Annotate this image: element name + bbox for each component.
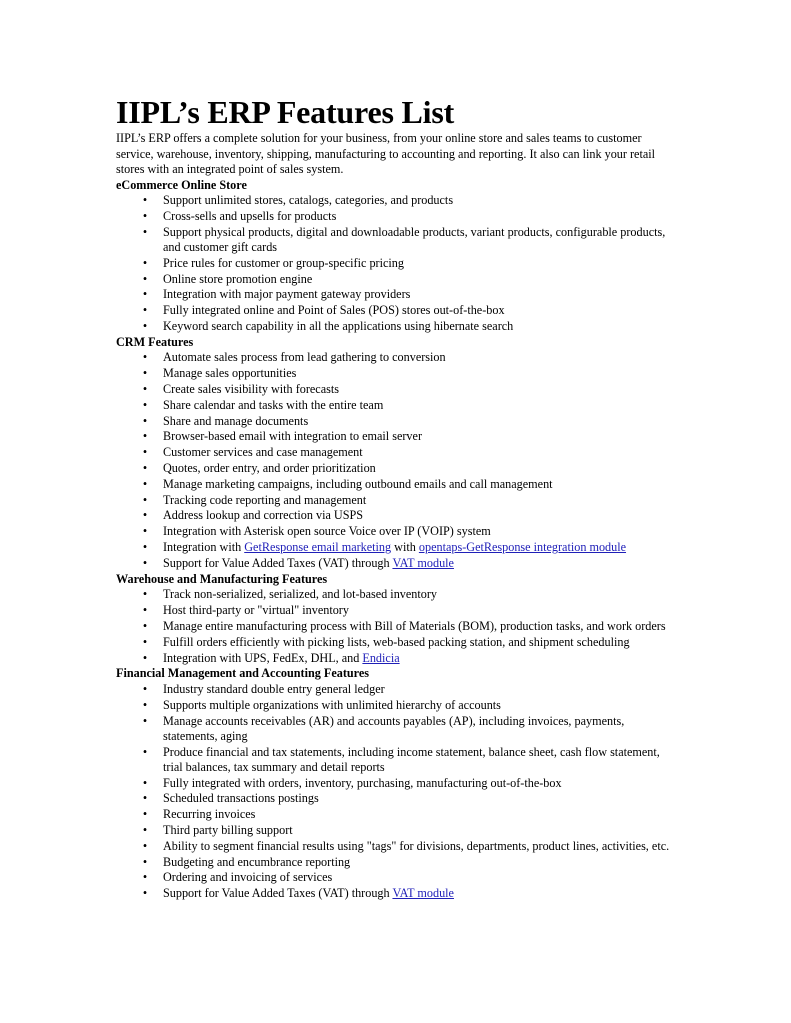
list-item: • Recurring invoices: [116, 807, 676, 822]
bullet-icon: •: [142, 350, 148, 365]
intro-paragraph: IIPL’s ERP offers a complete solution for your business, from your online store and sales teams to customer service, warehouse, inventory, shipping, manufacturing to accounting and reporting. It also can link your retail stores with an integrated point of sales system.: [116, 131, 656, 176]
list-item: • Manage marketing campaigns, including outbound emails and call management: [116, 477, 676, 492]
list-item: • Scheduled transactions postings: [116, 791, 676, 806]
list-item: • Browser-based email with integration to email server: [116, 429, 676, 444]
warehouse-feature-list: [116, 587, 676, 665]
bullet-icon: •: [142, 492, 148, 507]
list-item: • Cross-sells and upsells for products: [116, 209, 676, 224]
list-item: • Automate sales process from lead gathering to conversion: [116, 350, 676, 365]
list-item: • Support unlimited stores, catalogs, categories, and products: [116, 193, 676, 208]
list-item: • Integration with major payment gateway providers: [116, 287, 676, 302]
list-item: • Share and manage documents: [116, 414, 676, 429]
list-item: • Integration with UPS, FedEx, DHL, and Endicia: [116, 651, 676, 666]
bullet-icon: •: [142, 508, 148, 523]
bullet-icon: •: [142, 744, 148, 759]
bullet-icon: •: [142, 429, 148, 444]
list-item: • Customer services and case management: [116, 445, 676, 460]
ecommerce-feature-list: [116, 193, 676, 334]
section-title-warehouse: Warehouse and Manufacturing Features: [116, 571, 328, 586]
endicia-link[interactable]: Endicia: [362, 650, 400, 665]
list-item: • Industry standard double entry general ledger: [116, 682, 676, 697]
list-item: • Integration with GetResponse email marketing with opentaps-GetResponse integration module: [116, 540, 676, 555]
list-item: • Support for Value Added Taxes (VAT) through VAT module: [116, 556, 676, 571]
list-item: • Ability to segment financial results using "tags" for divisions, departments, product lines, activities, etc.: [116, 839, 676, 854]
list-item: • Integration with Asterisk open source Voice over IP (VOIP) system: [116, 524, 676, 539]
vat-module-link[interactable]: VAT module: [392, 886, 454, 901]
bullet-icon: •: [142, 540, 148, 555]
list-item: • Create sales visibility with forecasts: [116, 382, 676, 397]
list-item: • Produce financial and tax statements, including income statement, balance sheet, cash flow statement, trial balances, tax summary and detail reports: [116, 745, 676, 775]
list-item: • Fully integrated with orders, inventory, purchasing, manufacturing out-of-the-box: [116, 776, 676, 791]
list-item: • Fully integrated online and Point of Sales (POS) stores out-of-the-box: [116, 303, 676, 318]
bullet-icon: •: [142, 555, 148, 570]
bullet-icon: •: [142, 697, 148, 712]
list-item: • Manage sales opportunities: [116, 366, 676, 381]
list-item: • Keyword search capability in all the applications using hibernate search: [116, 319, 676, 334]
bullet-icon: •: [142, 886, 148, 901]
bullet-icon: •: [142, 838, 148, 853]
bullet-icon: •: [142, 713, 148, 728]
opentaps-getresponse-module-link[interactable]: opentaps-GetResponse integration module: [418, 540, 627, 555]
crm-feature-list: [116, 350, 676, 571]
document-page: [116, 93, 676, 902]
list-item: • Fulfill orders efficiently with picking lists, web-based packing station, and shipment scheduling: [116, 635, 676, 650]
bullet-icon: •: [142, 209, 148, 223]
bullet-icon: •: [142, 255, 148, 270]
list-item: • Support for Value Added Taxes (VAT) through VAT module: [116, 886, 676, 901]
list-item: • Quotes, order entry, and order prioritization: [116, 461, 676, 476]
getresponse-email-marketing-link[interactable]: GetResponse email marketing: [244, 540, 392, 555]
bullet-icon: •: [142, 476, 148, 491]
bullet-icon: •: [142, 650, 148, 665]
section-title-ecommerce: eCommerce Online Store: [116, 177, 247, 192]
bullet-icon: •: [142, 461, 148, 476]
bullet-icon: •: [142, 224, 148, 239]
bullet-icon: •: [142, 193, 148, 208]
financial-feature-list: [116, 682, 676, 901]
bullet-icon: •: [142, 634, 148, 649]
bullet-icon: •: [142, 854, 148, 869]
bullet-icon: •: [142, 775, 148, 790]
bullet-icon: •: [142, 791, 148, 806]
list-item: • Budgeting and encumbrance reporting: [116, 855, 676, 870]
bullet-icon: •: [142, 318, 148, 333]
list-item: • Online store promotion engine: [116, 272, 676, 287]
bullet-icon: •: [142, 271, 148, 286]
list-item: • Track non-serialized, serialized, and lot-based inventory: [116, 587, 676, 602]
bullet-icon: •: [142, 366, 148, 381]
bullet-icon: •: [142, 397, 148, 412]
section-title-financial: Financial Management and Accounting Features: [116, 666, 370, 681]
list-item: • Tracking code reporting and management: [116, 493, 676, 508]
bullet-icon: •: [142, 587, 148, 602]
list-item: • Third party billing support: [116, 823, 676, 838]
list-item: • Share calendar and tasks with the entire team: [116, 398, 676, 413]
list-item: • Manage entire manufacturing process with Bill of Materials (BOM), production tasks, and work orders: [116, 619, 676, 634]
bullet-icon: •: [142, 823, 148, 838]
bullet-icon: •: [142, 618, 148, 633]
section-title-crm: CRM Features: [116, 334, 194, 349]
list-item: • Manage accounts receivables (AR) and accounts payables (AP), including invoices, payments, statements, aging: [116, 714, 676, 744]
list-item: • Price rules for customer or group-specific pricing: [116, 256, 676, 271]
list-item: • Supports multiple organizations with unlimited hierarchy of accounts: [116, 698, 676, 713]
bullet-icon: •: [142, 382, 148, 397]
bullet-icon: •: [142, 445, 148, 460]
bullet-icon: •: [142, 682, 148, 697]
list-item: • Ordering and invoicing of services: [116, 870, 676, 885]
bullet-icon: •: [142, 303, 148, 318]
bullet-icon: •: [142, 413, 148, 428]
page-title: IIPL’s ERP Features List: [116, 94, 455, 130]
vat-module-link[interactable]: VAT module: [392, 555, 454, 570]
list-item: • Host third-party or "virtual" inventory: [116, 603, 676, 618]
bullet-icon: •: [142, 807, 148, 822]
bullet-icon: •: [142, 603, 148, 618]
list-item: • Support physical products, digital and downloadable products, variant products, configurable products, and customer gift cards: [116, 225, 676, 255]
bullet-icon: •: [142, 524, 148, 539]
bullet-icon: •: [142, 870, 148, 885]
list-item: • Address lookup and correction via USPS: [116, 508, 676, 523]
bullet-icon: •: [142, 287, 148, 302]
